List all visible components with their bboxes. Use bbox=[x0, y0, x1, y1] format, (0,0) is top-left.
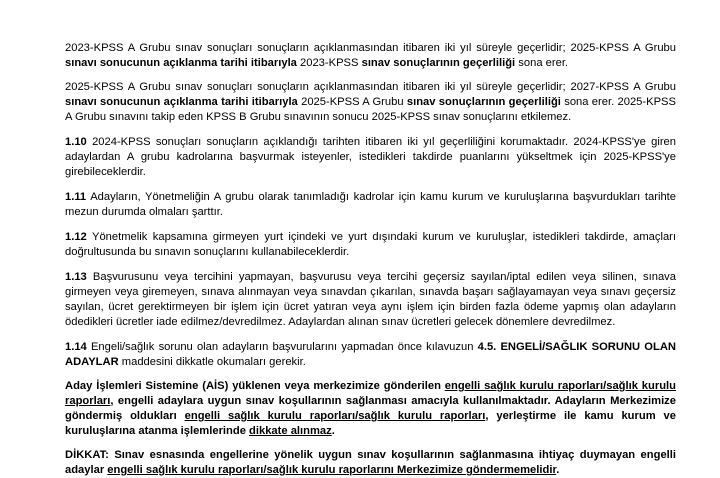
paragraph-text: maddesini dikkatle okumaları gerekir. bbox=[118, 356, 306, 368]
paragraph-2025-kpss-validity bbox=[65, 80, 676, 125]
bold-span: , yerleştirme ile kamu kurum ve kuruluşlarına atanma işlemlerinde bbox=[65, 410, 676, 437]
paragraph-number: 1.11 bbox=[65, 191, 87, 203]
bold-span: , engelli adaylara uygun sınav koşullarının sağlanması amacıyla kullanılmaktadır. Adayların Merkezimize göndermiş oldukları bbox=[65, 395, 676, 422]
paragraph-text: Engeli/sağlık sorunu olan adayların başvurularını yapmadan önce kılavuzun bbox=[86, 341, 478, 353]
bold-span: . bbox=[556, 464, 560, 476]
bold-span: Aday İşlemleri Sistemine (AİS) yüklenen veya merkezimize gönderilen bbox=[65, 380, 445, 392]
bold-span: sınav sonuçlarının geçerliliği bbox=[361, 57, 516, 69]
text-span: 2023-KPSS A Grubu sınav sonuçları sonuçların açıklanmasından itibaren iki yıl süreyle geçerlidir; 2025-KPSS A Grubu bbox=[65, 42, 676, 54]
paragraph-1-11 bbox=[65, 190, 676, 220]
bold-span: . bbox=[331, 425, 335, 437]
paragraph-text: Başvurusunu veya tercihini yapmayan, başvurusu veya tercihi geçersiz sayılan/iptal edilen veya silinen, sınava girmeyen veya giremeyen, sınava alınmayan veya sınavdan çıkarılan, sınavda başarı sağlayamayan veya sınavı geçersiz sayılan, ücret gerektirmeyen bir işlem için ücret yatıran veya aynı işlem için birden fazla ödeme yapmış olan adayların ödedikleri ücretler iade edilmez/devredilmez. Adaylardan alınan sınav ücretleri gelecek dönemlere devredilmez. bbox=[65, 271, 676, 328]
underlined-bold-span: engelli sağlık kurulu raporları/sağlık kurulu raporlarını Merkezimize göndermemelidir bbox=[107, 464, 557, 476]
text-span: 2023-KPSS bbox=[296, 57, 362, 69]
paragraph-1-12 bbox=[65, 230, 676, 260]
paragraph-2023-kpss-validity bbox=[65, 41, 676, 71]
paragraph-number: 1.13 bbox=[65, 271, 87, 283]
paragraph-1-13 bbox=[65, 270, 676, 330]
bold-span: sınav sonuçlarının geçerliliği bbox=[406, 96, 561, 108]
paragraph-number: 1.12 bbox=[65, 231, 87, 243]
paragraph-text: Yönetmelik kapsamına girmeyen yurt içindeki ve yurt dışındaki kurum ve kuruluşlar, istedikleri takdirde, amaçları doğrultusunda bu sınavın sonuçlarını kullanabileceklerdir. bbox=[65, 231, 676, 258]
underlined-bold-span: engelli sağlık kurulu raporları/sağlık kurulu raporları bbox=[65, 380, 676, 407]
paragraph-1-14 bbox=[65, 340, 676, 370]
paragraph-number: 1.10 bbox=[65, 136, 87, 148]
paragraph-number: 1.14 bbox=[65, 341, 87, 353]
text-span: 2025-KPSS A Grubu sınav sonuçları sonuçların açıklanmasından itibaren iki yıl süreyle geçerlidir; 2027-KPSS A Grubu bbox=[65, 81, 676, 93]
section-reference: 4.5. ENGELİ/SAĞLIK SORUNU OLAN ADAYLAR bbox=[65, 341, 676, 368]
underlined-bold-span: dikkate alınmaz bbox=[249, 425, 332, 437]
bold-span: sınavı sonucunun açıklanma tarihi itibarıyla bbox=[65, 57, 297, 69]
paragraph-1-10 bbox=[65, 135, 676, 180]
paragraph-text: 2024-KPSS sonuçları sonuçların açıklandığı tarihten itibaren iki yıl geçerliliğini korumaktadır. 2024-KPSS'ye giren adaylardan A grubu kadrolarına başvurmak isteyenler, istedikleri takdirde puanlarını yükseltmek için 2025-KPSS'ye girebileceklerdir. bbox=[65, 136, 676, 178]
bold-span: DİKKAT: Sınav esnasında engellerine yönelik uygun sınav koşullarının sağlanmasına ihtiyaç duymayan engelli adaylar bbox=[65, 449, 676, 476]
text-span: sona erer. 2025-KPSS A Grubu sınavını takip eden KPSS B Grubu sınavının sonucu 2025-KPSS sınav sonuçlarını etkilemez. bbox=[65, 96, 676, 123]
text-span: sona erer. bbox=[515, 57, 569, 69]
bold-span: sınavı sonucunun açıklanma tarihi itibarıyla bbox=[65, 96, 298, 108]
paragraph-ais-reports bbox=[65, 379, 676, 439]
paragraph-dikkat-warning bbox=[65, 448, 676, 478]
text-span: 2025-KPSS A Grubu bbox=[297, 96, 407, 108]
paragraph-text: Adayların, Yönetmeliğin A grubu olarak tanımladığı kadrolar için kamu kurum ve kuruluşlarına başvurdukları tarihte mezun durumda olmaları şarttır. bbox=[65, 191, 676, 218]
underlined-bold-span: engelli sağlık kurulu raporları/sağlık kurulu raporları bbox=[184, 410, 486, 422]
